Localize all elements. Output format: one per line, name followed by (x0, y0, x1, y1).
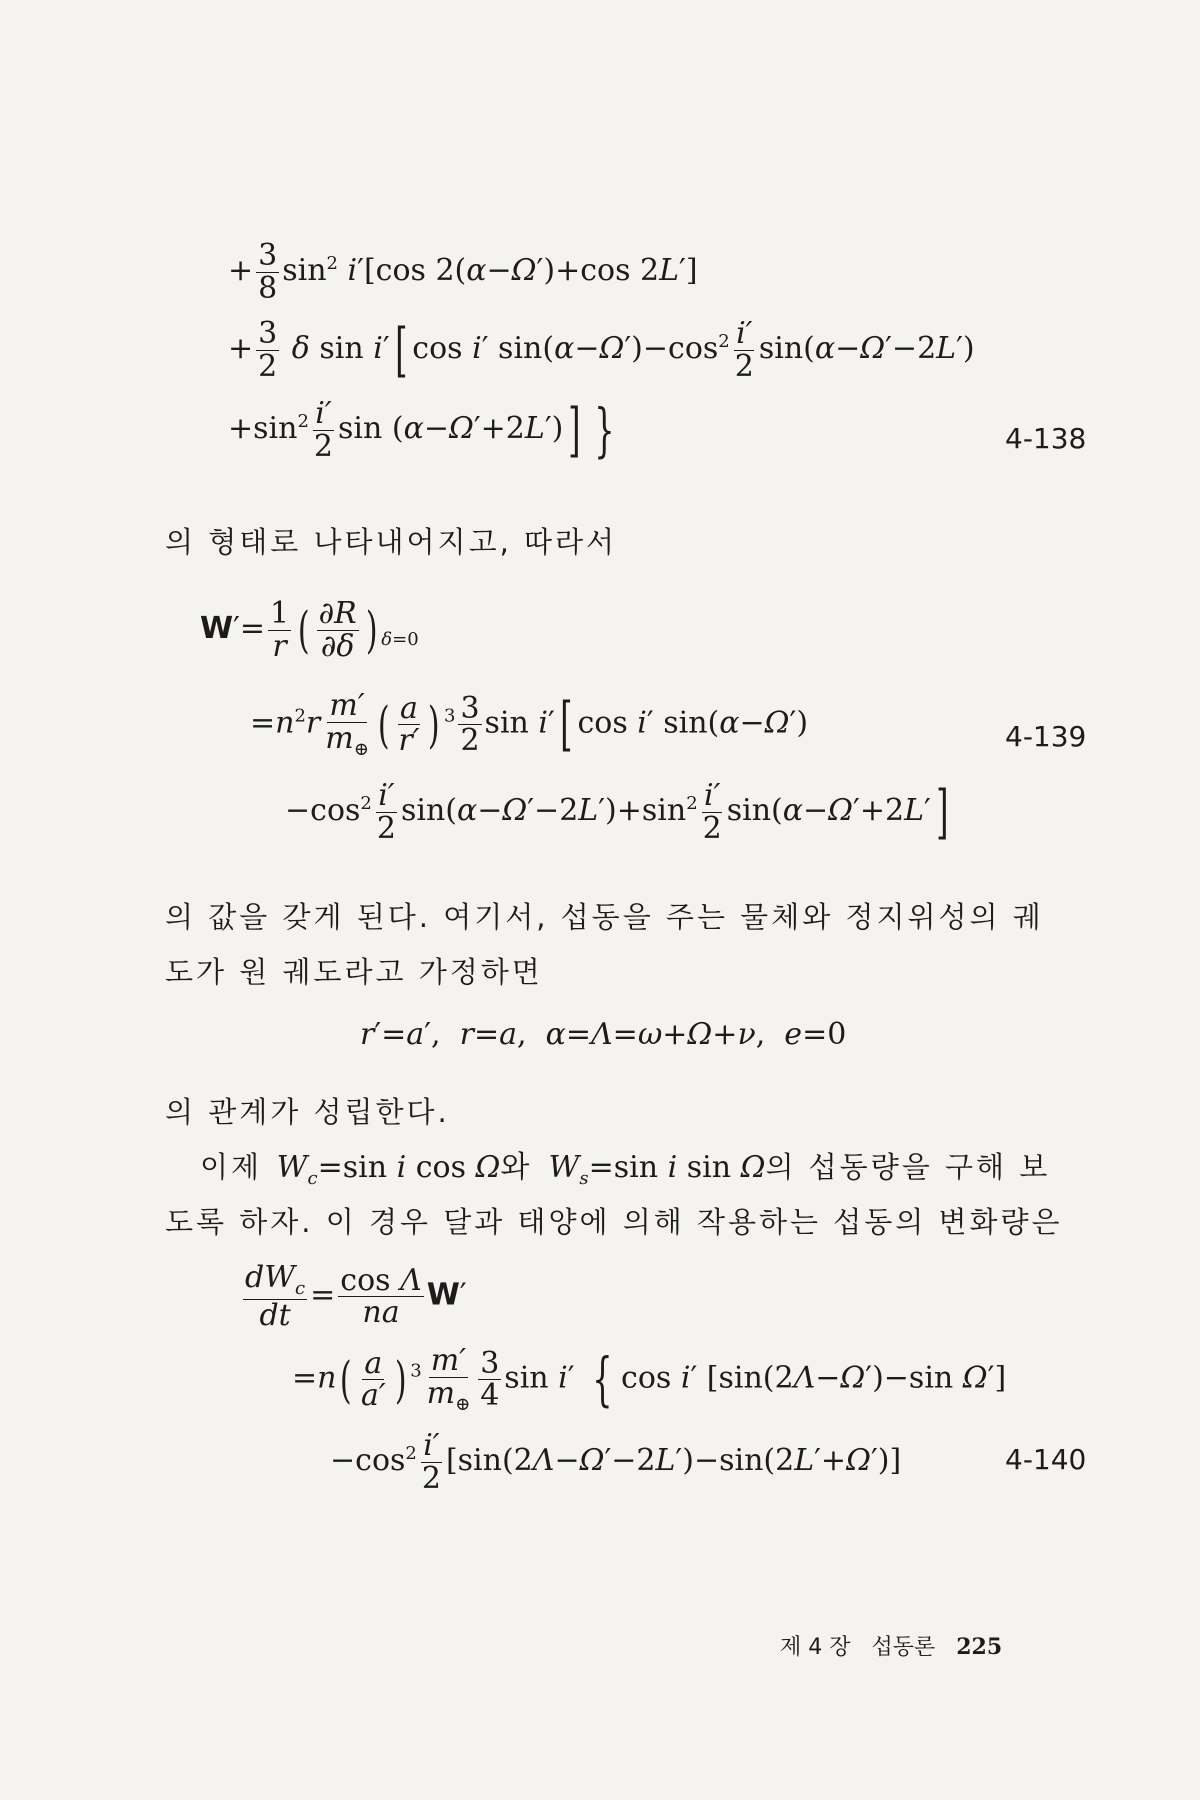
paragraph-1: 의 형태로 나타내어지고, 따라서 (165, 525, 618, 559)
equation-number-4-139: 4-139 (1005, 720, 1087, 753)
eq139-line2: $=n^2r$ $\frac{m'}{m_\oplus}$ ( $\frac{a}{r'}$ ) $^3$ $\frac{3}{2}$ sin i′[ cos i′ sin(α−Ω′) (250, 688, 809, 760)
paragraph-3: 의 관계가 성립한다. (165, 1095, 450, 1129)
eq140-line1: $\frac{dW_c}{dt}$ = $\frac{\text{cos Λ}}{na}$ W′ (245, 1260, 467, 1333)
eq139-line3: $-\cos^2$ $\frac{i'}{2}$ $\sin(\alpha-\Omega'-2L')+\sin^2$ $\frac{i'}{2}$ sin(α−Ω′+2L′] (285, 777, 949, 846)
equation-number-4-138: 4-138 (1005, 422, 1087, 455)
page-number: 225 (956, 1634, 1003, 1660)
equation-number-4-140: 4-140 (1005, 1443, 1087, 1476)
paragraph-4-line1: 이제 $W_c=\sin$ i cos Ω와 $W_s=\sin$ i sin Ω의 섭동량을 구해 보 (200, 1150, 1051, 1189)
paragraph-2-line1: 의 값을 갖게 된다. 여기서, 섭동을 주는 물체와 정지위성의 궤 (165, 900, 1044, 934)
eq138-line3: $+\sin^2$ $\frac{i'}{2}$ sin (α−Ω′+2L′)] } (228, 395, 615, 464)
eq138-line1: + $\frac{3}{8}$ $\sin^2 i'[\cos$ 2(α−Ω′)+cos 2L′] (228, 238, 698, 306)
paragraph-4-line2: 도록 하자. 이 경우 달과 태양에 의해 작용하는 섭동의 변화량은 (165, 1205, 1063, 1239)
eq139-line1: W′= $\frac{1}{r}$ ( $\frac{\partial R}{\partial\delta}$ ) $_{\delta=0}$ (200, 596, 419, 664)
page-footer (780, 1630, 1002, 1661)
eq138-line2: + $\frac{3}{2}$ δ sin i′[ cos i′ $\sin(\alpha-\Omega')-\cos^2$ $\frac{i'}{2}$ sin(α−Ω′−2L′) (228, 315, 975, 384)
paragraph-2-line2: 도가 원 궤도라고 가정하면 (165, 955, 543, 989)
eq140-line2: =n( $\frac{a}{a'}$ ) $^3$ $\frac{m'}{m_\oplus}$ $\frac{3}{4}$ sin i′ { cos i′ [sin(2Λ−Ω′)−sin Ω′] (292, 1343, 1007, 1415)
footer-chapter-title: 섭동론 (871, 1635, 936, 1660)
paragraph-4-rest: 의 섭동량을 구해 보 (765, 1150, 1051, 1184)
eq140-line3: $-\cos^2$ $\frac{i'}{2}$ [sin(2Λ−Ω′−2L′)−sin(2L′+Ω′)] (330, 1428, 902, 1496)
orbit-relation: r′=a′, r=a, α=Λ=ω+Ω+ν, e=0 (360, 1017, 847, 1052)
footer-chapter: 제 4 장 (780, 1635, 851, 1660)
paragraph-4-start: 이제 (200, 1150, 263, 1184)
